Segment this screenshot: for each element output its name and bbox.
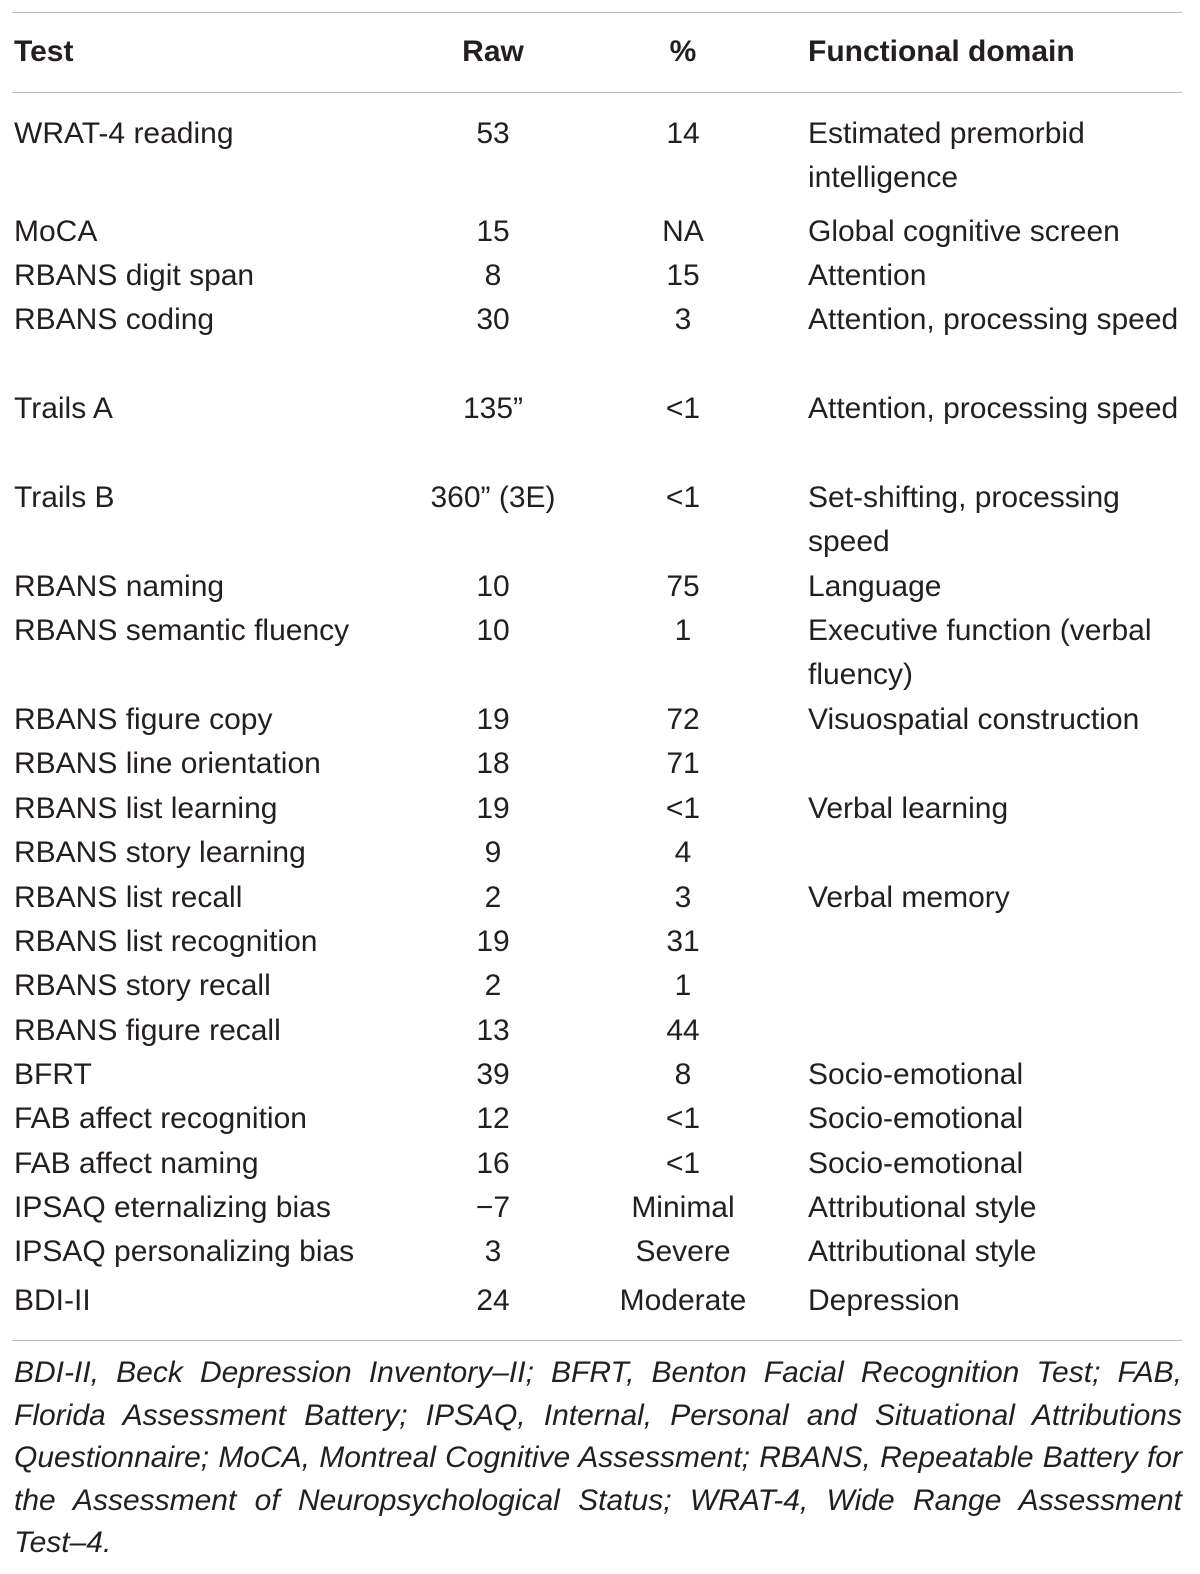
cell-raw: 16 xyxy=(476,1147,510,1180)
cell-test: Trails B xyxy=(14,481,115,514)
cell-percent: <1 xyxy=(665,1102,701,1135)
cell-test: Trails A xyxy=(14,392,113,425)
cell-domain: Estimated premorbid intelligence xyxy=(808,117,1085,194)
cell-raw: 360” (3E) xyxy=(430,481,556,514)
table-header xyxy=(0,30,1200,74)
cell-test: RBANS semantic fluency xyxy=(14,614,350,647)
cell-test: FAB affect recognition xyxy=(14,1102,307,1135)
header-test: Test xyxy=(14,35,74,68)
cell-test: FAB affect naming xyxy=(14,1147,259,1180)
top-rule xyxy=(12,12,1182,13)
cell-test: WRAT-4 reading xyxy=(14,117,234,150)
cell-raw: 19 xyxy=(476,792,510,825)
cell-domain: Attention, processing speed xyxy=(808,303,1179,336)
cell-percent: Severe xyxy=(635,1235,731,1268)
cell-percent: 1 xyxy=(674,969,692,1002)
cell-percent: NA xyxy=(662,215,704,248)
cell-test: RBANS figure copy xyxy=(14,703,273,736)
cell-raw: 3 xyxy=(484,1235,502,1268)
bottom-rule xyxy=(12,1340,1182,1341)
cell-raw: −7 xyxy=(475,1191,511,1224)
cell-domain: Attention xyxy=(808,259,927,292)
cell-test: RBANS coding xyxy=(14,303,215,336)
cell-test: BFRT xyxy=(14,1058,92,1091)
cell-domain: Set-shifting, processing speed xyxy=(808,481,1120,558)
cell-test: RBANS list learning xyxy=(14,792,278,825)
cell-test: BDI-II xyxy=(14,1284,91,1317)
cell-raw: 10 xyxy=(476,570,510,603)
cell-raw: 24 xyxy=(476,1284,510,1317)
cell-domain: Socio-emotional xyxy=(808,1102,1024,1135)
cell-raw: 53 xyxy=(476,117,510,150)
cell-percent: <1 xyxy=(665,792,701,825)
cell-test: RBANS list recall xyxy=(14,881,243,914)
cell-percent: 44 xyxy=(666,1014,700,1047)
cell-percent: 72 xyxy=(666,703,700,736)
cell-test: RBANS line orientation xyxy=(14,747,321,780)
cell-test: IPSAQ eternalizing bias xyxy=(14,1191,331,1224)
cell-test: RBANS list recognition xyxy=(14,925,318,958)
cell-percent: 14 xyxy=(666,117,700,150)
header-percent: % xyxy=(669,35,697,68)
cell-domain: Attention, processing speed xyxy=(808,392,1179,425)
cell-raw: 9 xyxy=(484,836,502,869)
cell-test: RBANS digit span xyxy=(14,259,255,292)
header-raw: Raw xyxy=(462,35,524,68)
cell-percent: <1 xyxy=(665,392,701,425)
cell-percent: Minimal xyxy=(631,1191,735,1224)
cell-test: RBANS story recall xyxy=(14,969,271,1002)
cell-percent: Moderate xyxy=(619,1284,747,1317)
cell-raw: 30 xyxy=(476,303,510,336)
cell-percent: 1 xyxy=(674,614,692,647)
cell-test: RBANS figure recall xyxy=(14,1014,281,1047)
cell-raw: 18 xyxy=(476,747,510,780)
cell-percent: <1 xyxy=(665,1147,701,1180)
cell-raw: 12 xyxy=(476,1102,510,1135)
cell-domain: Socio-emotional xyxy=(808,1058,1024,1091)
cell-percent: 31 xyxy=(666,925,700,958)
cell-domain: Verbal learning xyxy=(808,792,1009,825)
cell-domain: Depression xyxy=(808,1284,960,1317)
cell-domain: Visuospatial construction xyxy=(808,703,1140,736)
table-footnote: BDI-II, Beck Depression Inventory–II; BFRT, Benton Facial Recognition Test; FAB, Florida Assessment Battery; IPSAQ, Internal, Personal and Situational Attributions Questionnaire; MoCA, Montreal Cognitive Assessment; RBANS, Repeatable Battery for the Assessment of Neuropsychological Status; WRAT-4, Wide Range Assessment Test–4. xyxy=(14,1356,1182,1559)
cell-percent: 4 xyxy=(674,836,692,869)
cell-percent: 15 xyxy=(666,259,700,292)
cell-percent: 8 xyxy=(674,1058,692,1091)
header-rule xyxy=(12,92,1182,93)
cell-test: MoCA xyxy=(14,215,98,248)
cell-domain: Executive function (verbal fluency) xyxy=(808,614,1152,691)
cell-domain: Verbal memory xyxy=(808,881,1010,914)
cell-domain: Socio-emotional xyxy=(808,1147,1024,1180)
cell-percent: 75 xyxy=(666,570,700,603)
cell-domain: Global cognitive screen xyxy=(808,215,1120,248)
cell-raw: 2 xyxy=(484,881,502,914)
cell-test: IPSAQ personalizing bias xyxy=(14,1235,355,1268)
header-domain: Functional domain xyxy=(808,35,1075,68)
cell-raw: 39 xyxy=(476,1058,510,1091)
cell-domain: Attributional style xyxy=(808,1235,1037,1268)
cell-test: RBANS story learning xyxy=(14,836,306,869)
cell-domain: Attributional style xyxy=(808,1191,1037,1224)
cell-domain: Language xyxy=(808,570,942,603)
cell-raw: 15 xyxy=(476,215,510,248)
cell-test: RBANS naming xyxy=(14,570,225,603)
cell-raw: 13 xyxy=(476,1014,510,1047)
cell-raw: 8 xyxy=(484,259,502,292)
cell-raw: 10 xyxy=(476,614,510,647)
cell-percent: <1 xyxy=(665,481,701,514)
cell-raw: 19 xyxy=(476,703,510,736)
cell-percent: 3 xyxy=(674,303,692,336)
cell-raw: 135” xyxy=(462,392,524,425)
cell-percent: 3 xyxy=(674,881,692,914)
cell-raw: 19 xyxy=(476,925,510,958)
cell-percent: 71 xyxy=(666,747,700,780)
cell-raw: 2 xyxy=(484,969,502,1002)
